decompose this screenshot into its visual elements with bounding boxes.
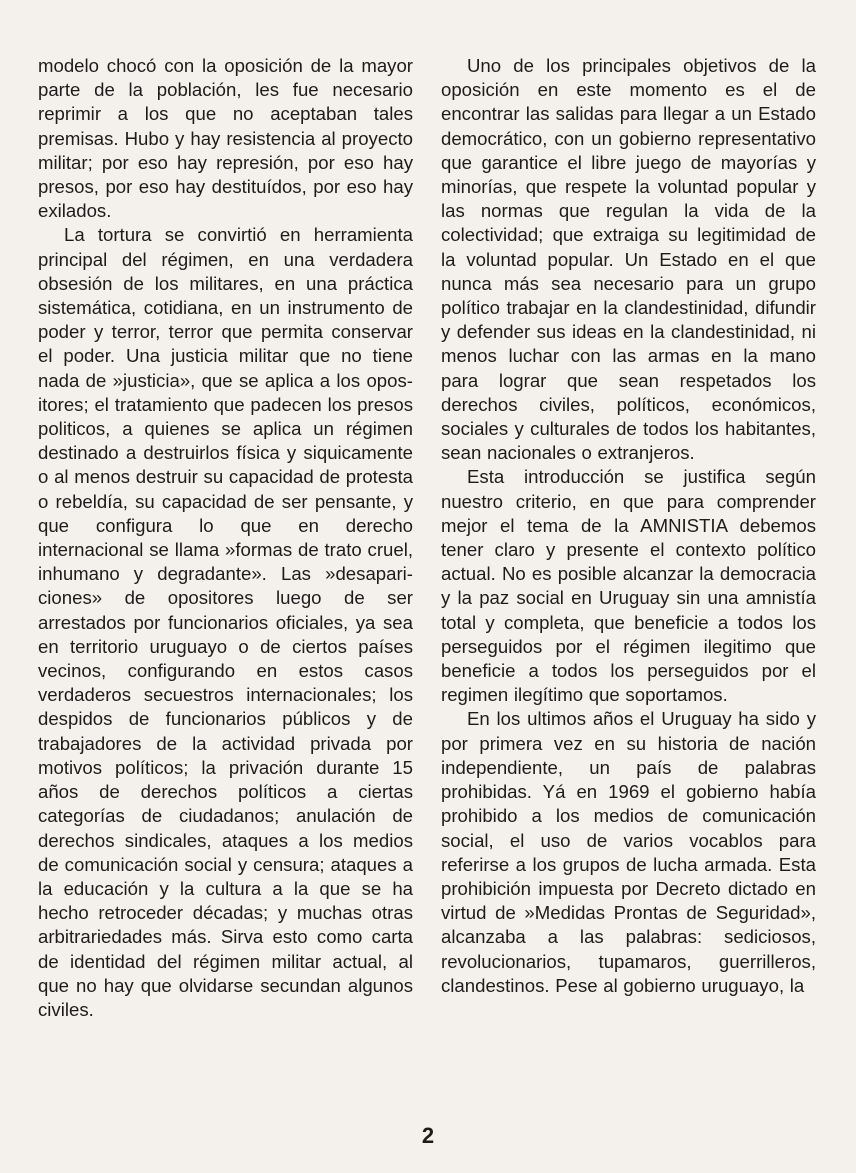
right-column [441, 54, 816, 998]
left-column [38, 54, 413, 1022]
paragraph: Uno de los principales objetivos de la oposición en este momento es el de encontrar las salidas para llegar a un Estado democrático, con un gobierno representativo que garantice el libre juego de mayorías y minorías, que respete la voluntad popular y las normas que regulan la vida de la colectividad; que extraiga su legitimidad de la voluntad popular. Un Estado en el que nunca más sea necesario para un grupo político trabajar en la clandestinidad, difundir y defender sus ideas en la clandestinidad, ni menos luchar con las armas en la mano para lograr que sean respetados los derechos civiles, políticos, económicos, sociales y culturales de todos los habitantes, sean nacionales o extranjeros. [441, 55, 816, 464]
paragraph: La tortura se convirtió en herramienta principal del régimen, en una verdadera obsesión de los militares, en una práctica sistemática, cotidiana, en un instrumento de poder y terror, terror que permita conservar el poder. Una justicia militar que no tiene nada de »justicia», que se aplica a los opositores; el tratamiento que padecen los presos politicos, a quienes se aplica un régimen destinado a destruirlos física y siquicamente o al menos destruir su capacidad de protesta o rebeldía, su capacidad de ser pensante, y que configura lo que en derecho internacional se llama »formas de trato cruel, inhumano y degradante». Las »desapariciones» de opositores luego de ser arrestados por funcionarios oficiales, ya sea en territorio uruguayo o de ciertos países vecinos, configurando en estos casos verdaderos secuestros internacionales; los despidos de funcionarios públicos y de trabajadores de la actividad privada por motivos políticos; la privación durante 15 años de derechos políticos a ciertas categorías de ciudadanos; anulación de derechos sindicales, ataques a los medios de comunicación social y censura; ataques a la educación y la cultura a la que se ha hecho retroceder décadas; y muchas otras arbitrariedades más. Sirva esto como carta de identidad del régimen militar actual, al que no hay que olvidarse secundan algunos civiles. [38, 224, 413, 1020]
paragraph: modelo chocó con la oposición de la mayor parte de la población, les fue necesario reprimir a los que no aceptaban tales premisas. Hubo y hay resistencia al proyecto militar; por eso hay represión, por eso hay presos, por eso hay destituídos, por eso hay exilados. [38, 55, 413, 222]
paragraph: Esta introducción se justifica según nuestro criterio, en que para comprender mejor el tema de la AMNISTIA debemos tener claro y presente el contexto político actual. No es posible alcanzar la democracia y la paz social en Uruguay sin una amnistía total y completa, que beneficie a todos los perseguidos por el régimen ilegitimo que beneficie a todos los perseguidos por el regimen ilegítimo que soportamos. [441, 466, 816, 706]
page-number: 2 [421, 1123, 435, 1148]
paragraph: En los ultimos años el Uruguay ha sido y por primera vez en su historia de nación independiente, un país de palabras prohibidas. Yá en 1969 el gobierno había prohibido a los medios de comunicación social, el uso de varios vocablos para referirse a los grupos de lucha armada. Esta prohibición impuesta por Decreto dictado en virtud de »Medidas Prontas de Seguridad», alcanzaba a las palabras: sediciosos, revolucionarios, tupamaros, guerrilleros, clandestinos. Pese al gobierno uruguayo, la [441, 708, 816, 996]
